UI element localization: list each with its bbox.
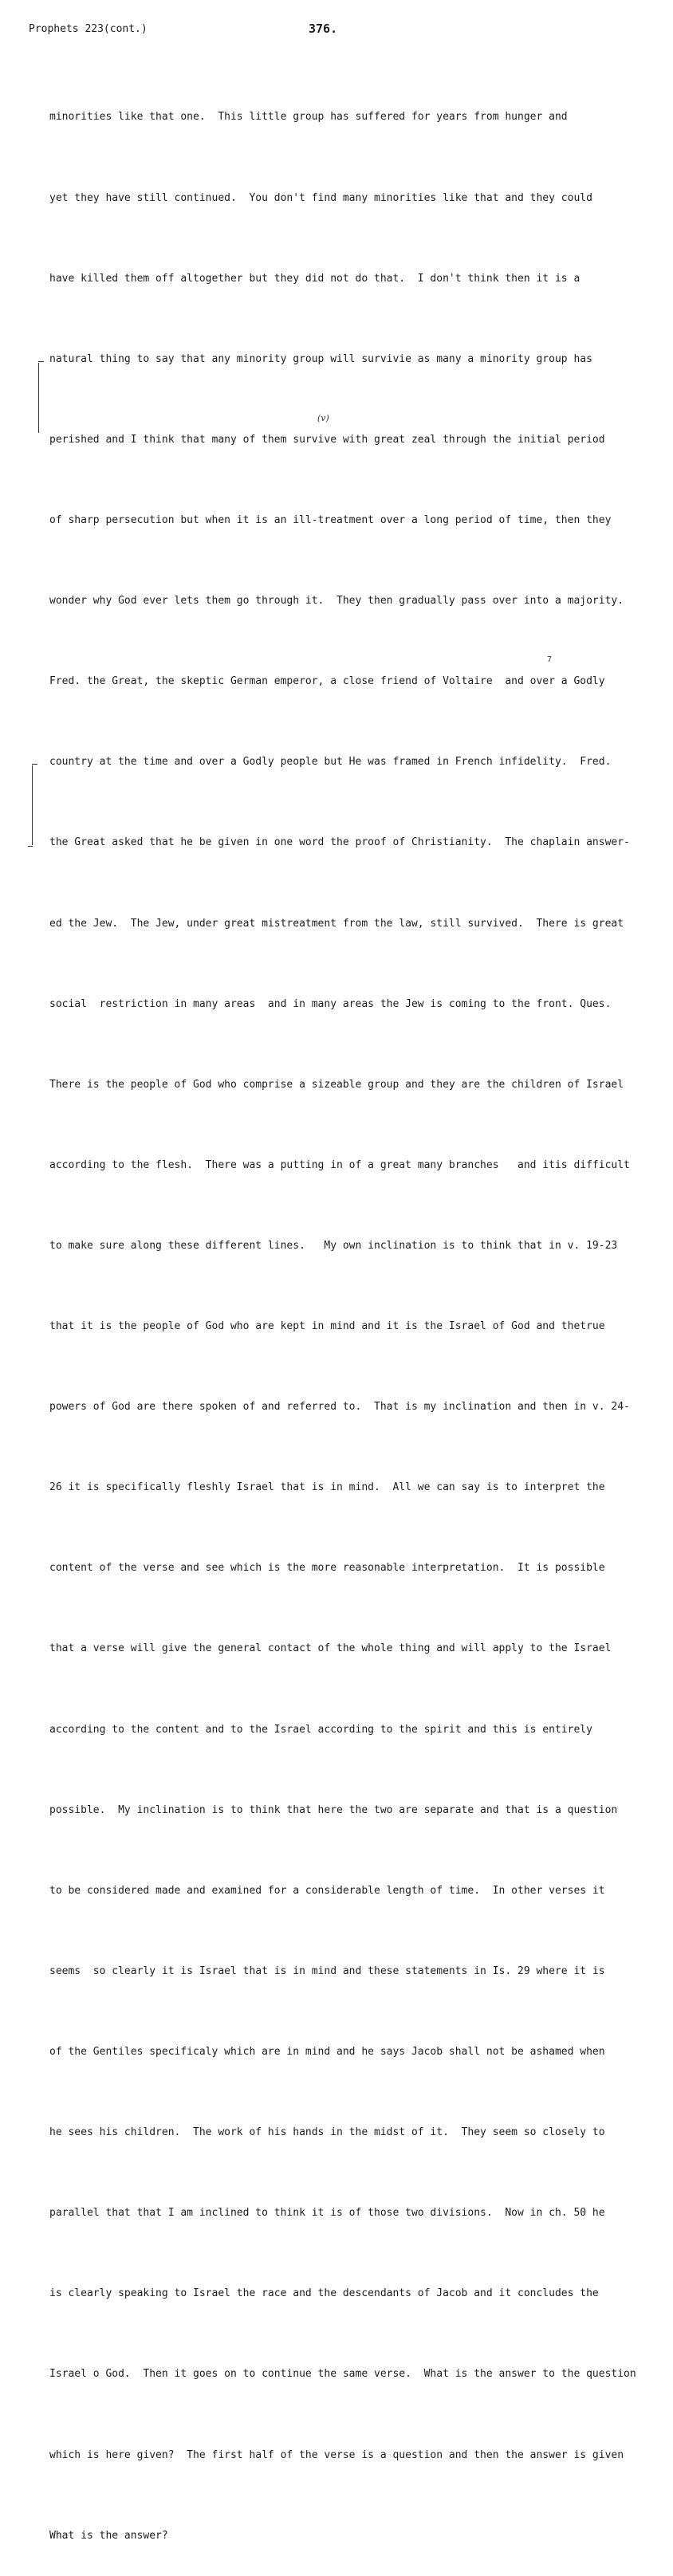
text-line: content of the verse and see which is the more reasonable interpretation. It is possible [49,1562,605,1575]
text-line: social restriction in many areas and in many areas the Jew is coming to the front. Ques. [49,997,612,1010]
margin-bracket [32,765,33,845]
text-line: natural thing to say that any minority group will survivie as many a minority group has [49,352,592,365]
text-line: that it is the people of God who are kept in mind and it is the Israel of God and thetrue [49,1320,605,1333]
text-line: according to the content and to the Israel according to the spirit and this is entirely [49,1723,592,1736]
text-line: 26 it is specifically fleshly Israel that is in mind. All we can say is to interpret the [49,1481,605,1494]
text-line: ed the Jew. The Jew, under great mistreatment from the law, still survived. There is great [49,917,624,930]
document-body [49,50,673,2576]
text-line: according to the flesh. There was a putting in of a great many branches and itis difficult [49,1158,630,1171]
text-line: of sharp persecution but when it is an ill-treatment over a long period of time, then they [49,513,612,526]
text-line: Fred. the Great, the skeptic German emperor, a close friend of Voltaire and over a Godly [49,675,605,688]
page-header: Prophets 223(cont.) [29,23,148,35]
text-line: There is the people of God who comprise a sizeable group and they are the children of Israel [49,1078,624,1091]
text-line: parallel that that I am inclined to think it is of those two divisions. Now in ch. 50 he [49,2207,605,2220]
text-line: Israel o God. Then it goes on to continue the same verse. What is the answer to the question [49,2368,636,2381]
page-number: 376. [309,22,338,36]
text-line: he sees his children. The work of his hands in the midst of it. They seem so closely to [49,2126,605,2139]
text-line: that a verse will give the general contact of the whole thing and will apply to the Israel [49,1642,612,1655]
text-line: of the Gentiles specificaly which are in mind and he says Jacob shall not be ashamed when [49,2046,605,2059]
text-line: to be considered made and examined for a considerable length of time. In other verses it [49,1884,605,1897]
text-line: to make sure along these different lines. My own inclination is to think that in v. 19-23 [49,1239,618,1252]
text-line: the Great asked that he be given in one word the proof of Christianity. The chaplain answer- [49,836,630,849]
text-line: seems so clearly it is Israel that is in mind and these statements in Is. 29 where it is [49,1964,605,1977]
text-line: possible. My inclination is to think that here the two are separate and that is a question [49,1803,618,1816]
text-line: powers of God are there spoken of and referred to. That is my inclination and then in v. 24- [49,1401,630,1414]
handwritten-margin-note: (v) [317,413,329,423]
text-line: minorities like that one. This little group has suffered for years from hunger and [49,111,568,124]
handwritten-superscript-note: 7 [547,655,553,664]
text-line: What is the answer? [49,2529,168,2542]
text-line: have killed them off altogether but they did not do that. I don't think then it is a [49,272,581,285]
margin-bracket [38,363,39,433]
text-line: yet they have still continued. You don't find many minorities like that and they could [49,191,592,204]
text-line: wonder why God ever lets them go through it. They then gradually pass over into a majority. [49,595,624,608]
text-line: is clearly speaking to Israel the race and the descendants of Jacob and it concludes the [49,2287,599,2300]
text-line: country at the time and over a Godly people but He was framed in French infidelity. Fred. [49,756,612,769]
text-line: which is here given? The first half of the verse is a question and then the answer is given [49,2448,624,2461]
text-line: perished and I think that many of them survive with great zeal through the initial period [49,433,605,446]
